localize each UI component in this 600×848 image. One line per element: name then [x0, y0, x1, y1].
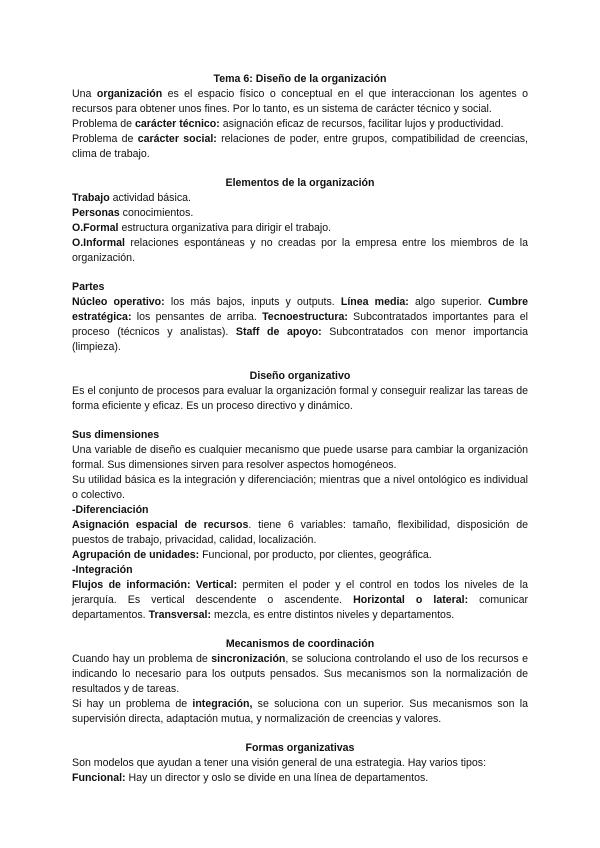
intro-paragraph-3: Problema de carácter social: relaciones de poder, entre grupos, compatibilidad de creencias, clima de trabajo. — [72, 133, 528, 160]
intro-paragraph-2: Problema de carácter técnico: asignación eficaz de recursos, facilitar lujos y productividad. — [72, 118, 504, 130]
section-heading-mecanismos: Mecanismos de coordinación — [225, 638, 375, 650]
elemento-trabajo: Trabajo actividad básica. — [72, 192, 191, 204]
dimensiones-paragraph-1: Una variable de diseño es cualquier mecanismo que puede usarse para cambiar la organización formal. Sus dimensiones sirven para resolver aspectos homogéneos. — [72, 444, 528, 471]
elemento-informal: O.Informal relaciones espontáneas y no creadas por la empresa entre los miembros de la organización. — [72, 237, 528, 264]
section-heading-partes: Partes — [72, 281, 105, 293]
document-page — [72, 72, 528, 786]
section-heading-elementos: Elementos de la organización — [225, 177, 375, 189]
flujos-paragraph: Flujos de información: Vertical: permiten el poder y el control en todos los niveles de la jerarquía. Es vertical descendente o ascendente. Horizontal o lateral: comunicar departamentos. Transversal: mezcla, es entre distintos niveles y departamentos. — [72, 579, 529, 621]
diseno-paragraph: Es el conjunto de procesos para evaluar la organización formal y conseguir realizar las tareas de forma eficiente y eficaz. Es un proceso directivo y dinámico. — [72, 385, 528, 412]
formas-funcional: Funcional: Hay un director y oslo se divide en una línea de departamentos. — [72, 772, 429, 784]
elemento-personas: Personas conocimientos. — [72, 207, 194, 219]
diferenciacion-label: -Diferenciación — [72, 504, 149, 516]
partes-paragraph: Núcleo operativo: los más bajos, inputs y outputs. Línea media: algo superior. Cumbre estratégica: los pensantes de arriba. Tecnoestructura: Subcontratados importantes para el proceso (técnicos y analistas). Staff de apoyo: Subcontratados con menor importancia (limpieza). — [72, 296, 529, 353]
intro-paragraph-1: Una organización es el espacio físico o conceptual en el que interaccionan los agentes o recursos para obtener unos fines. Por lo tanto, es un sistema de carácter técnico y social. — [72, 88, 528, 115]
elemento-formal: O.Formal estructura organizativa para dirigir el trabajo. — [72, 222, 332, 234]
agrupacion-paragraph: Agrupación de unidades: Funcional, por producto, por clientes, geográfica. — [72, 549, 432, 561]
mecanismos-paragraph-2: Si hay un problema de integración, se soluciona con un superior. Sus mecanismos son la supervisión directa, adaptación mutua, y normalización de creencias y valores. — [72, 698, 528, 725]
formas-paragraph-1: Son modelos que ayudan a tener una visión general de una estrategia. Hay varios tipos: — [72, 757, 487, 769]
document-title: Tema 6: Diseño de la organización — [213, 73, 387, 85]
asignacion-paragraph: Asignación espacial de recursos. tiene 6 variables: tamaño, flexibilidad, disposición de puestos de trabajo, privacidad, calidad, localización. — [72, 519, 528, 546]
mecanismos-paragraph-1: Cuando hay un problema de sincronización, se soluciona controlando el uso de los recursos e indicando lo necesario para los outputs pensados. Sus mecanismos son la normalización de resultados y de tareas. — [72, 653, 528, 695]
integracion-label: -Integración — [72, 564, 133, 576]
section-heading-formas: Formas organizativas — [245, 742, 355, 754]
section-heading-dimensiones: Sus dimensiones — [72, 429, 160, 441]
dimensiones-paragraph-2: Su utilidad básica es la integración y diferenciación; mientras que a nivel ontológico es individual o colectivo. — [72, 474, 528, 501]
section-heading-diseno: Diseño organizativo — [249, 370, 351, 382]
